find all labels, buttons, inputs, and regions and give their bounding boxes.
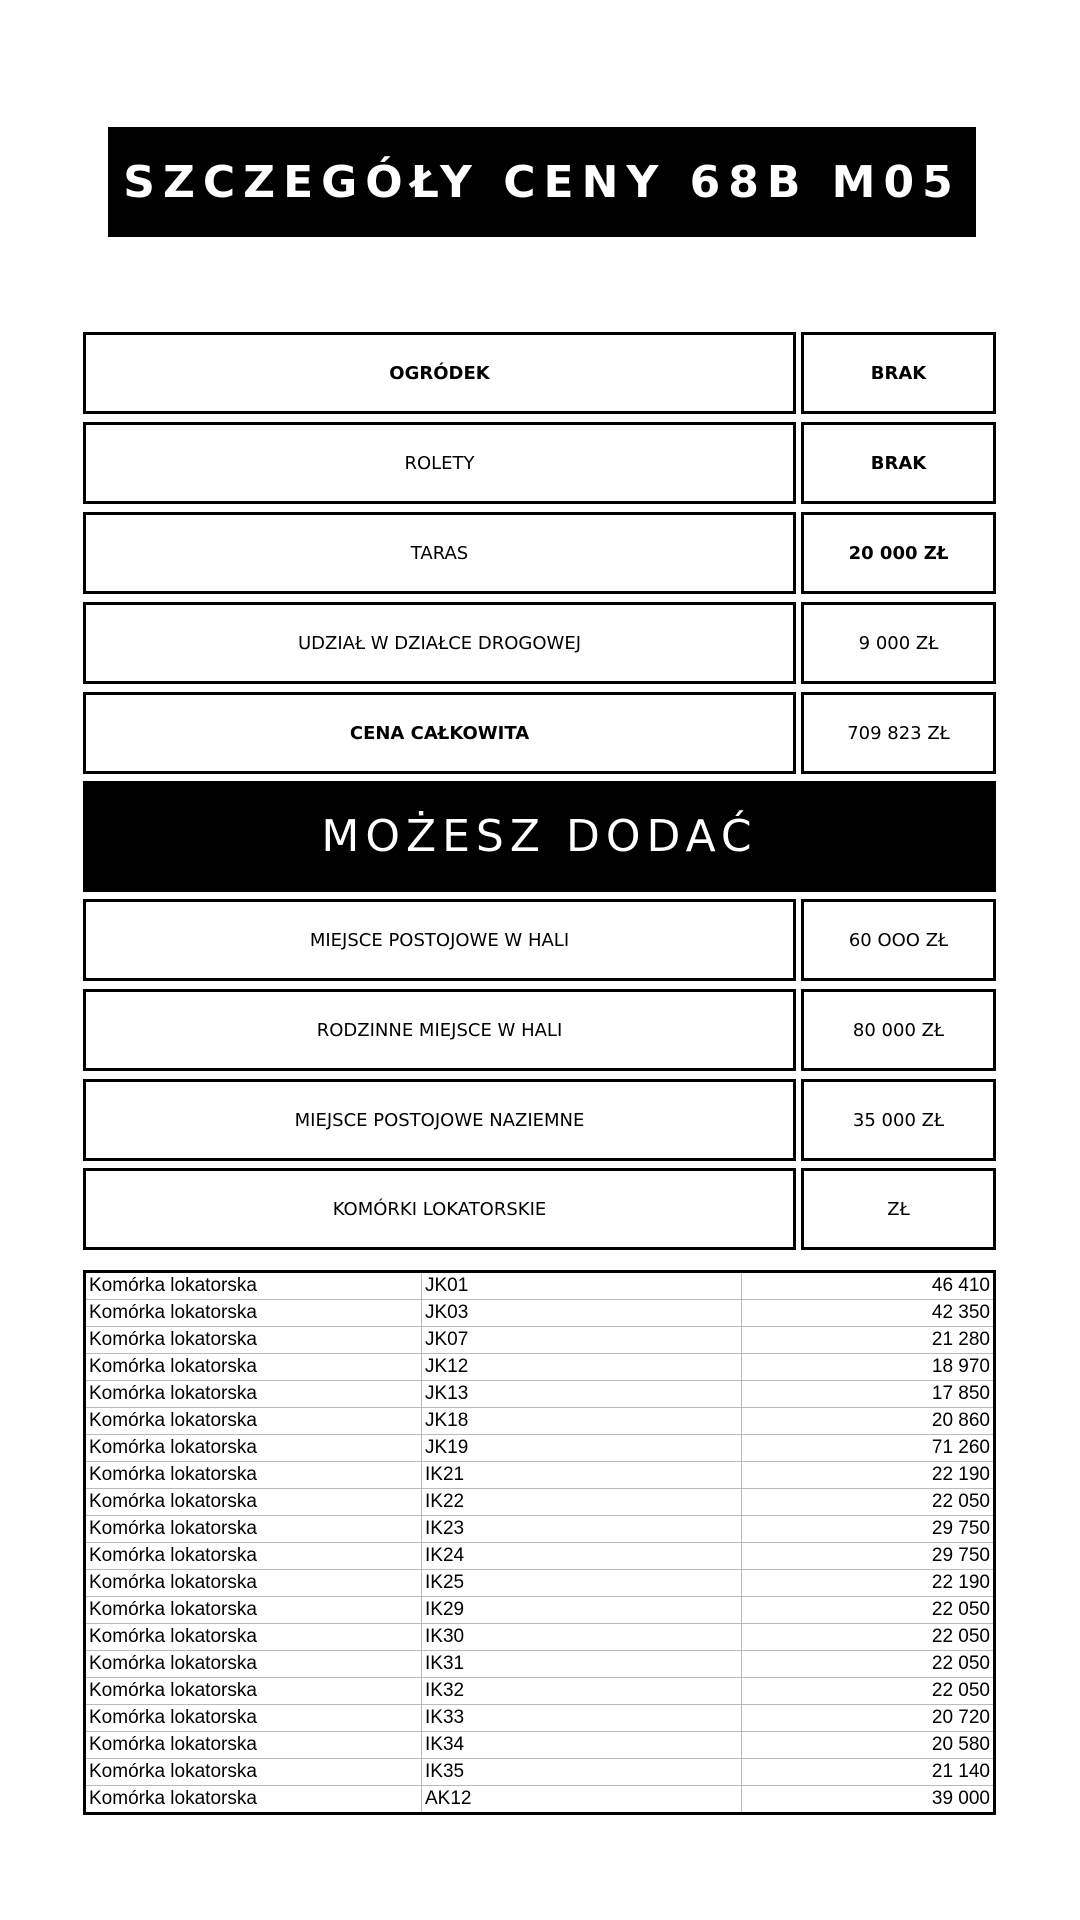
unit-price-cell: 22 050 — [742, 1651, 995, 1678]
table-row — [85, 1381, 995, 1408]
unit-type-cell: Komórka lokatorska — [85, 1408, 422, 1435]
table-row — [85, 1354, 995, 1381]
table-row — [85, 1786, 995, 1814]
unit-price-cell: 71 260 — [742, 1435, 995, 1462]
unit-type-cell: Komórka lokatorska — [85, 1516, 422, 1543]
unit-type-cell: Komórka lokatorska — [85, 1732, 422, 1759]
detail-value: BRAK — [801, 422, 996, 504]
total-price-value: 709 823 ZŁ — [801, 692, 996, 774]
unit-type-cell: Komórka lokatorska — [85, 1272, 422, 1300]
unit-price-cell: 20 720 — [742, 1705, 995, 1732]
unit-price-cell: 21 280 — [742, 1327, 995, 1354]
unit-code-cell: IK23 — [422, 1516, 742, 1543]
detail-label: ROLETY — [83, 422, 796, 504]
addon-label: MIEJSCE POSTOJOWE W HALI — [83, 899, 796, 981]
unit-price-cell: 22 190 — [742, 1462, 995, 1489]
unit-type-cell: Komórka lokatorska — [85, 1570, 422, 1597]
unit-price-cell: 22 050 — [742, 1597, 995, 1624]
unit-type-cell: Komórka lokatorska — [85, 1678, 422, 1705]
unit-code-cell: JK07 — [422, 1327, 742, 1354]
unit-type-cell: Komórka lokatorska — [85, 1327, 422, 1354]
detail-row-road-share — [83, 602, 996, 684]
unit-type-cell: Komórka lokatorska — [85, 1381, 422, 1408]
unit-type-cell: Komórka lokatorska — [85, 1300, 422, 1327]
unit-type-cell: Komórka lokatorska — [85, 1435, 422, 1462]
unit-code-cell: JK18 — [422, 1408, 742, 1435]
table-row — [85, 1624, 995, 1651]
unit-price-cell: 22 050 — [742, 1624, 995, 1651]
table-row — [85, 1462, 995, 1489]
unit-type-cell: Komórka lokatorska — [85, 1597, 422, 1624]
addons-banner — [83, 781, 996, 892]
unit-price-cell: 18 970 — [742, 1354, 995, 1381]
detail-row-blinds — [83, 422, 996, 504]
table-row — [85, 1705, 995, 1732]
unit-code-cell: JK12 — [422, 1354, 742, 1381]
unit-price-cell: 22 190 — [742, 1570, 995, 1597]
page-title: SZCZEGÓŁY CENY 68B M05 — [123, 156, 961, 208]
unit-code-cell: JK03 — [422, 1300, 742, 1327]
table-row — [85, 1678, 995, 1705]
unit-type-cell: Komórka lokatorska — [85, 1759, 422, 1786]
addon-row-ground-parking — [83, 1079, 996, 1161]
unit-price-cell: 22 050 — [742, 1678, 995, 1705]
unit-code-cell: IK33 — [422, 1705, 742, 1732]
unit-type-cell: Komórka lokatorska — [85, 1462, 422, 1489]
table-row — [85, 1300, 995, 1327]
detail-value: 20 000 ZŁ — [801, 512, 996, 594]
unit-price-cell: 29 750 — [742, 1516, 995, 1543]
addon-value: 60 OOO ZŁ — [801, 899, 996, 981]
unit-type-cell: Komórka lokatorska — [85, 1705, 422, 1732]
table-row — [85, 1435, 995, 1462]
unit-code-cell: IK31 — [422, 1651, 742, 1678]
addon-row-storage — [83, 1168, 996, 1250]
addon-value: 35 000 ZŁ — [801, 1079, 996, 1161]
table-row — [85, 1327, 995, 1354]
addon-label: MIEJSCE POSTOJOWE NAZIEMNE — [83, 1079, 796, 1161]
detail-value: BRAK — [801, 332, 996, 414]
detail-label: OGRÓDEK — [83, 332, 796, 414]
unit-code-cell: AK12 — [422, 1786, 742, 1814]
unit-code-cell: JK19 — [422, 1435, 742, 1462]
addon-value: ZŁ — [801, 1168, 996, 1250]
unit-code-cell: IK22 — [422, 1489, 742, 1516]
storage-units-table — [83, 1270, 996, 1815]
table-row — [85, 1597, 995, 1624]
unit-price-cell: 39 000 — [742, 1786, 995, 1814]
detail-label: TARAS — [83, 512, 796, 594]
detail-value: 9 000 ZŁ — [801, 602, 996, 684]
table-row — [85, 1543, 995, 1570]
unit-price-cell: 20 580 — [742, 1732, 995, 1759]
unit-code-cell: JK13 — [422, 1381, 742, 1408]
unit-price-cell: 17 850 — [742, 1381, 995, 1408]
unit-type-cell: Komórka lokatorska — [85, 1543, 422, 1570]
table-row — [85, 1489, 995, 1516]
addon-label: KOMÓRKI LOKATORSKIE — [83, 1168, 796, 1250]
unit-code-cell: IK35 — [422, 1759, 742, 1786]
detail-row-garden — [83, 332, 996, 414]
unit-type-cell: Komórka lokatorska — [85, 1651, 422, 1678]
unit-type-cell: Komórka lokatorska — [85, 1624, 422, 1651]
unit-code-cell: IK29 — [422, 1597, 742, 1624]
unit-type-cell: Komórka lokatorska — [85, 1354, 422, 1381]
unit-price-cell: 42 350 — [742, 1300, 995, 1327]
unit-price-cell: 20 860 — [742, 1408, 995, 1435]
page-title-banner — [108, 127, 976, 237]
detail-row-terrace — [83, 512, 996, 594]
table-row — [85, 1516, 995, 1543]
addon-row-hall-parking — [83, 899, 996, 981]
unit-code-cell: IK24 — [422, 1543, 742, 1570]
unit-code-cell: IK34 — [422, 1732, 742, 1759]
unit-price-cell: 29 750 — [742, 1543, 995, 1570]
table-row — [85, 1272, 995, 1300]
unit-code-cell: IK30 — [422, 1624, 742, 1651]
unit-type-cell: Komórka lokatorska — [85, 1489, 422, 1516]
addon-value: 80 000 ZŁ — [801, 989, 996, 1071]
table-row — [85, 1570, 995, 1597]
unit-price-cell: 46 410 — [742, 1272, 995, 1300]
unit-type-cell: Komórka lokatorska — [85, 1786, 422, 1814]
detail-label: UDZIAŁ W DZIAŁCE DROGOWEJ — [83, 602, 796, 684]
table-row — [85, 1732, 995, 1759]
detail-row-total-price — [83, 692, 996, 774]
table-row — [85, 1408, 995, 1435]
addon-label: RODZINNE MIEJSCE W HALI — [83, 989, 796, 1071]
table-row — [85, 1651, 995, 1678]
unit-code-cell: IK25 — [422, 1570, 742, 1597]
unit-price-cell: 21 140 — [742, 1759, 995, 1786]
table-row — [85, 1759, 995, 1786]
addons-title: MOŻESZ DODAĆ — [321, 811, 758, 862]
unit-price-cell: 22 050 — [742, 1489, 995, 1516]
unit-code-cell: IK32 — [422, 1678, 742, 1705]
addon-row-family-parking — [83, 989, 996, 1071]
unit-code-cell: JK01 — [422, 1272, 742, 1300]
total-price-label: CENA CAŁKOWITA — [83, 692, 796, 774]
unit-code-cell: IK21 — [422, 1462, 742, 1489]
